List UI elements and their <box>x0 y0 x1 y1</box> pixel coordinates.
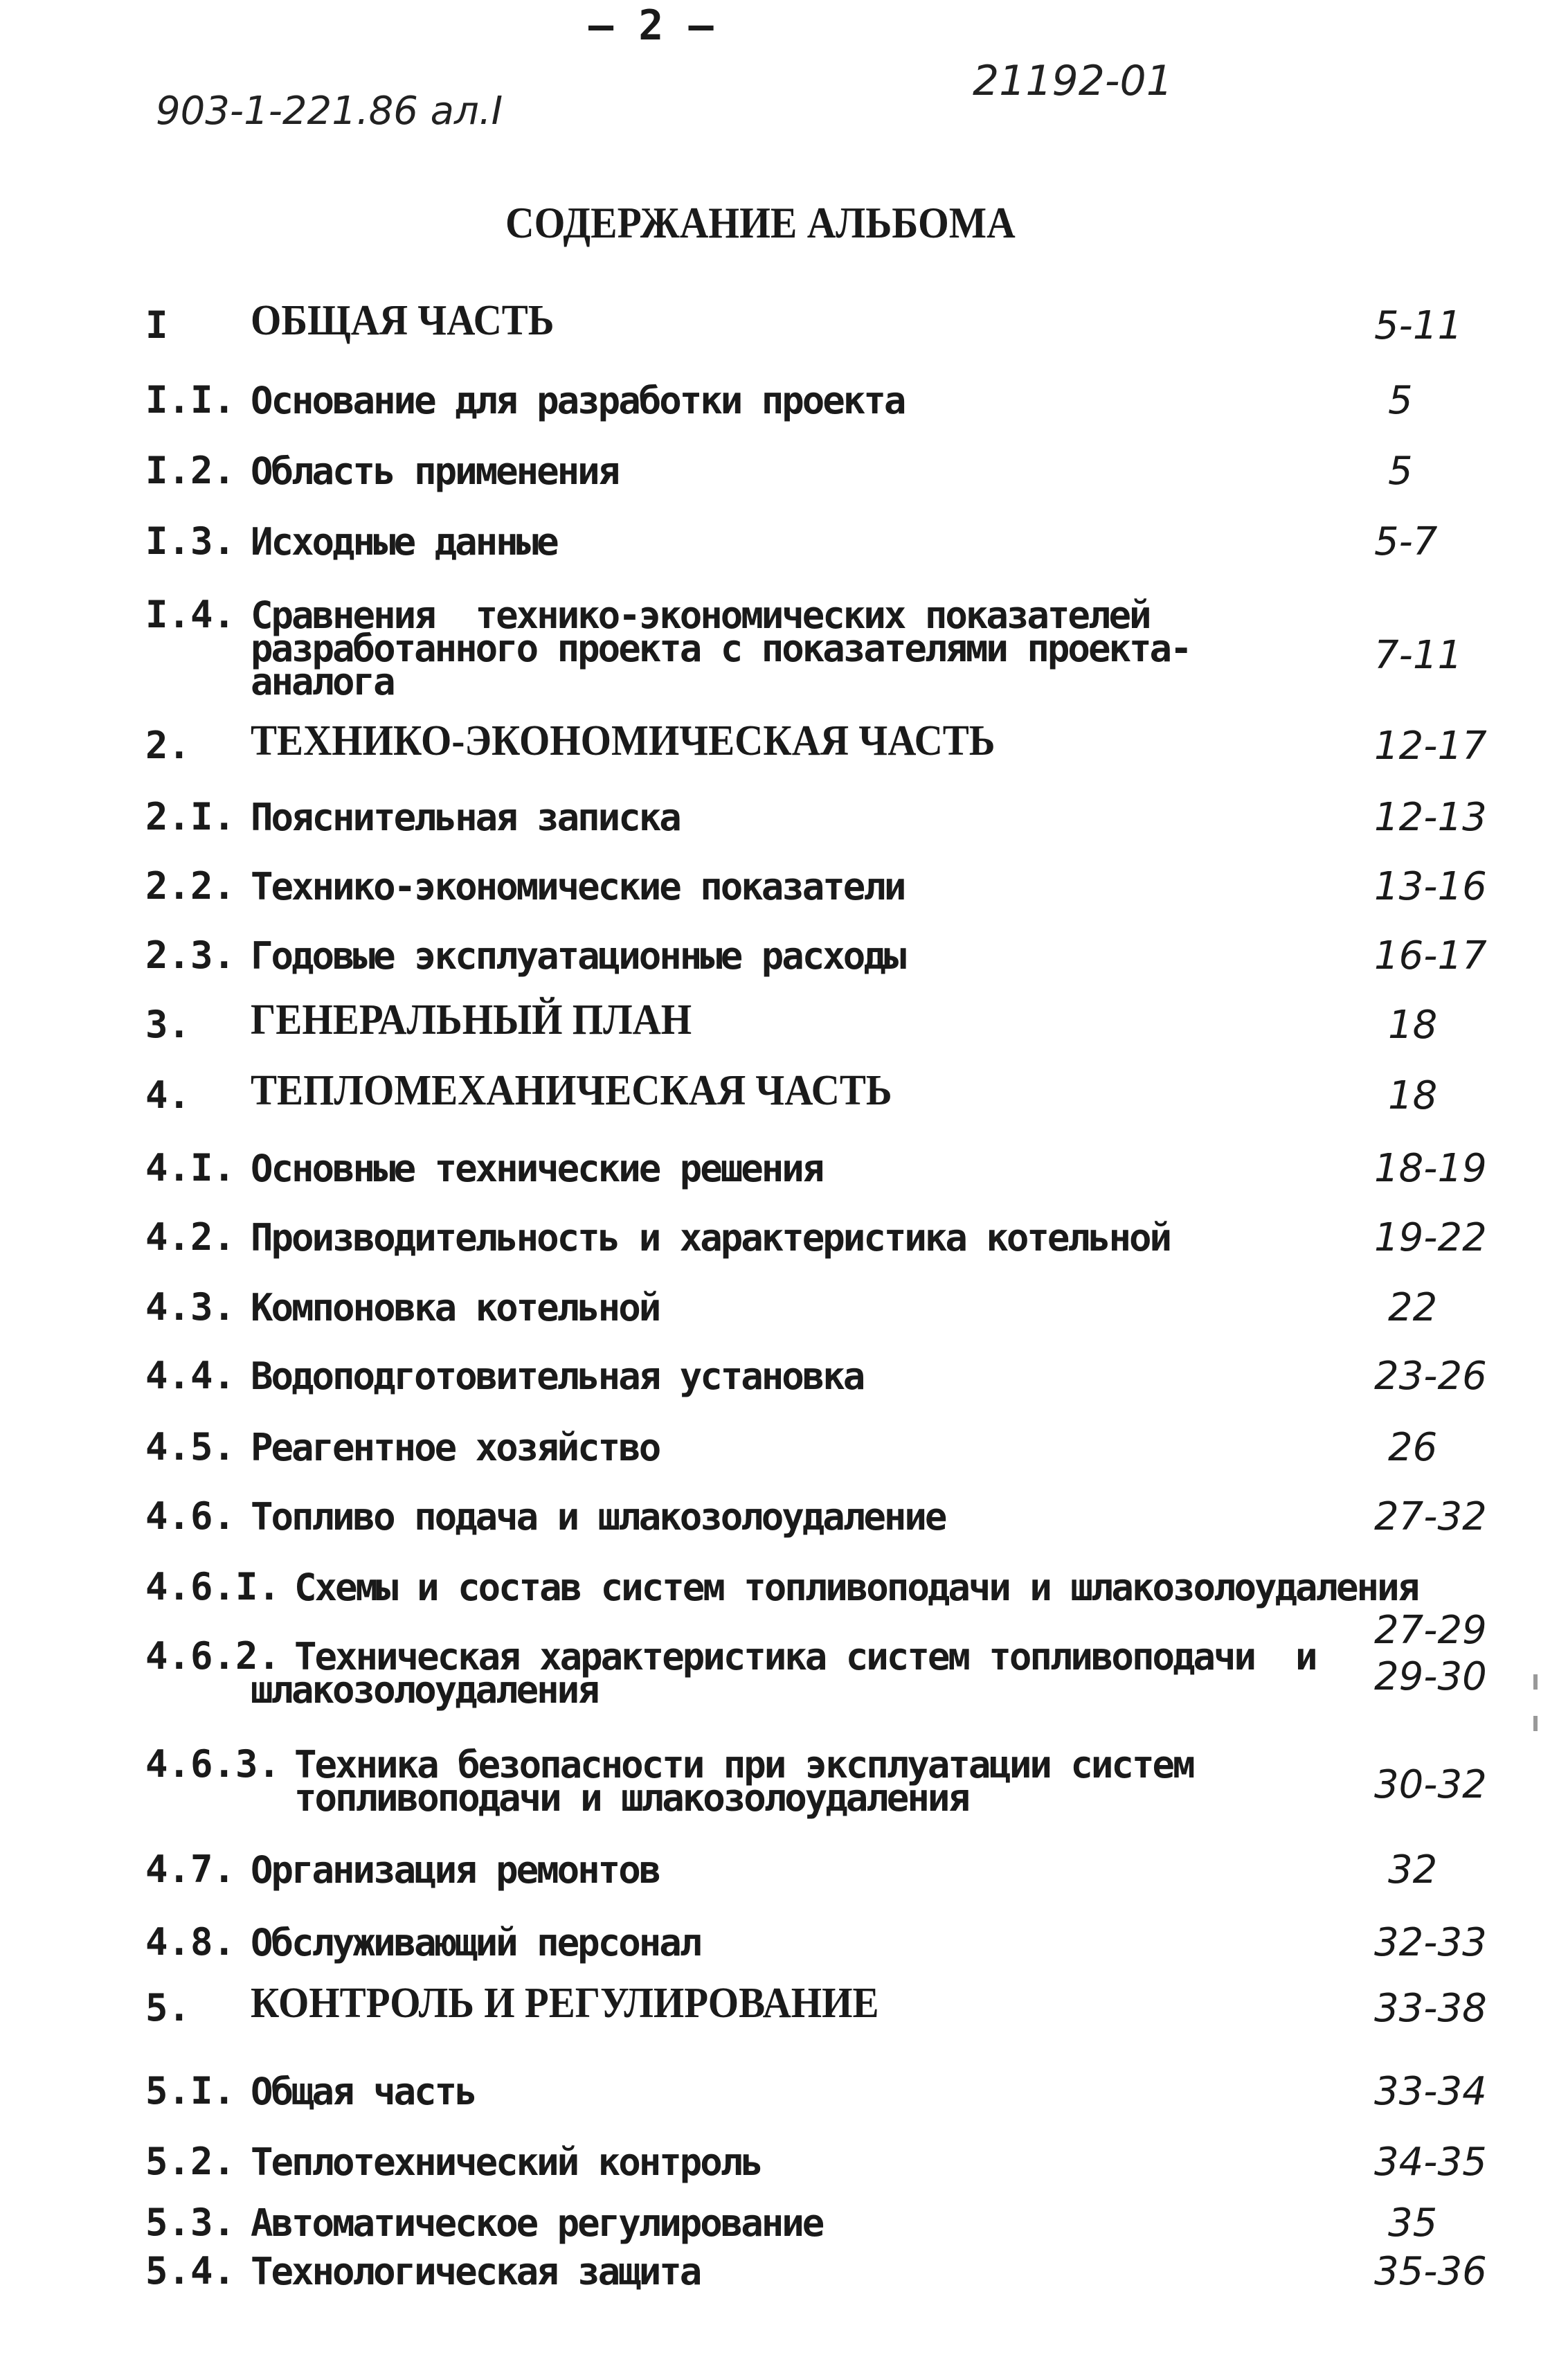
toc-entry-pages: 35-36 <box>1374 2249 1487 2294</box>
toc-entry-pages: 27-29 <box>1374 1608 1487 1653</box>
toc-entry-title: Годовые эксплуатационные расходы <box>251 934 905 978</box>
toc-entry-title: Исходные данные <box>251 520 557 564</box>
toc-entry-pages: 33-34 <box>1374 2069 1487 2114</box>
inventory-number: 21192-01 <box>973 57 1173 105</box>
toc-entry-number: 4. <box>145 1073 191 1117</box>
toc-entry-pages: 19-22 <box>1374 1215 1487 1260</box>
toc-entry-number: 5.I. <box>145 2069 236 2113</box>
toc-entry-title: КОНТРОЛЬ И РЕГУЛИРОВАНИЕ <box>251 1980 879 2027</box>
toc-entry-pages: 30-32 <box>1374 1762 1487 1807</box>
toc-entry-number: I.4. <box>145 593 236 636</box>
toc-entry-number: 5.2. <box>145 2140 236 2183</box>
toc-entry-title: Схемы и состав систем топливоподачи и шлакозолоудаления <box>294 1566 1418 1609</box>
toc-entry-title: Техника безопасности при эксплуатации систем <box>294 1743 1193 1787</box>
toc-entry-number: 4.7. <box>145 1847 236 1891</box>
scan-mark <box>1533 1674 1538 1690</box>
toc-entry-title: Область применения <box>251 449 619 493</box>
toc-entry-number: 5.4. <box>145 2249 236 2293</box>
toc-entry-pages: 5 <box>1388 449 1413 494</box>
toc-entry-title: ТЕПЛОМЕХАНИЧЕСКАЯ ЧАСТЬ <box>251 1067 892 1114</box>
toc-entry-pages: 32-33 <box>1374 1920 1487 1965</box>
toc-entry-title: Технологическая защита <box>251 2250 701 2293</box>
page-title: СОДЕРЖАНИЕ АЛЬБОМА <box>505 198 1016 247</box>
toc-entry-pages: 12-13 <box>1374 795 1487 840</box>
toc-entry-number: 3. <box>145 1003 191 1046</box>
toc-entry-title: Пояснительная записка <box>251 796 680 839</box>
toc-entry-pages: 33-38 <box>1374 1986 1487 2031</box>
toc-entry-title: аналога <box>251 660 394 704</box>
toc-entry-number: I <box>145 303 168 347</box>
toc-entry-number: 2. <box>145 724 191 767</box>
toc-entry-title: Теплотехнический контроль <box>251 2140 762 2184</box>
toc-entry-number: 5. <box>145 1986 191 2030</box>
toc-entry-pages: 26 <box>1388 1425 1438 1470</box>
scan-mark <box>1533 1716 1538 1731</box>
toc-entry-title: топливоподачи и шлакозолоудаления <box>294 1776 968 1820</box>
toc-entry-title: Компоновка котельной <box>251 1286 660 1329</box>
toc-entry-number: 4.4. <box>145 1354 236 1397</box>
toc-entry-title: Техническая характеристика систем топливоподачи и <box>294 1635 1316 1678</box>
toc-entry-number: 4.I. <box>145 1146 236 1190</box>
toc-entry-number: I.3. <box>145 519 236 563</box>
toc-entry-number: 2.2. <box>145 864 236 908</box>
toc-entry-pages: 5 <box>1388 378 1413 423</box>
toc-entry-title: Автоматическое регулирование <box>251 2201 823 2245</box>
toc-entry-number: 4.2. <box>145 1215 236 1259</box>
toc-entry-number: 4.5. <box>145 1425 236 1469</box>
toc-entry-pages: 35 <box>1388 2201 1438 2246</box>
toc-entry-pages: 34-35 <box>1374 2140 1487 2185</box>
toc-entry-title: Общая часть <box>251 2070 476 2113</box>
toc-entry-pages: 18-19 <box>1374 1146 1487 1191</box>
toc-entry-title: Организация ремонтов <box>251 1848 660 1892</box>
toc-entry-pages: 29-30 <box>1374 1654 1487 1699</box>
toc-entry-title: ТЕХНИКО-ЭКОНОМИЧЕСКАЯ ЧАСТЬ <box>251 717 995 764</box>
toc-entry-number: 4.6.2. <box>145 1634 281 1678</box>
toc-entry-title: Обслуживающий персонал <box>251 1921 701 1964</box>
toc-entry-title: разработанного проекта с показателями проекта- <box>251 627 1191 670</box>
toc-entry-number: I.2. <box>145 449 236 492</box>
toc-entry-pages: 5-7 <box>1374 519 1438 564</box>
toc-entry-number: I.I. <box>145 378 236 422</box>
toc-entry-number: 4.8. <box>145 1920 236 1964</box>
toc-entry-number: 5.3. <box>145 2201 236 2244</box>
toc-entry-pages: 12-17 <box>1374 724 1487 769</box>
document-code: 903-1-221.86 ал.I <box>156 89 503 134</box>
toc-entry-number: 4.6.3. <box>145 1742 281 1786</box>
page-number: — 2 — <box>588 1 714 50</box>
toc-entry-pages: 7-11 <box>1374 632 1463 678</box>
toc-entry-title: Основание для разработки проекта <box>251 379 905 422</box>
toc-entry-title: Технико-экономические показатели <box>251 865 905 908</box>
toc-entry-pages: 18 <box>1388 1073 1438 1118</box>
toc-entry-number: 4.6.I. <box>145 1565 281 1609</box>
toc-entry-pages: 27-32 <box>1374 1494 1487 1539</box>
toc-entry-pages: 13-16 <box>1374 864 1487 909</box>
toc-entry-number: 4.3. <box>145 1285 236 1329</box>
toc-entry-pages: 16-17 <box>1374 933 1487 978</box>
toc-entry-number: 2.3. <box>145 933 236 977</box>
toc-entry-number: 2.I. <box>145 795 236 839</box>
toc-entry-title: шлакозолоудаления <box>251 1668 598 1712</box>
toc-entry-pages: 32 <box>1388 1847 1438 1892</box>
toc-entry-title: Топливо подача и шлакозолоудаление <box>251 1495 946 1539</box>
toc-entry-title: Производительность и характеристика котельной <box>251 1216 1170 1260</box>
toc-entry-title: ГЕНЕРАЛЬНЫЙ ПЛАН <box>251 996 692 1044</box>
toc-entry-title: ОБЩАЯ ЧАСТЬ <box>251 297 555 344</box>
toc-entry-pages: 18 <box>1388 1003 1438 1048</box>
toc-entry-title: Водоподготовительная установка <box>251 1354 864 1398</box>
toc-entry-pages: 22 <box>1388 1285 1438 1330</box>
toc-entry-title: Сравнения технико-экономических показателей <box>251 593 1150 637</box>
toc-entry-number: 4.6. <box>145 1494 236 1538</box>
toc-entry-pages: 5-11 <box>1374 303 1463 348</box>
toc-entry-title: Реагентное хозяйство <box>251 1426 660 1469</box>
toc-entry-pages: 23-26 <box>1374 1354 1487 1399</box>
toc-entry-title: Основные технические решения <box>251 1147 823 1190</box>
